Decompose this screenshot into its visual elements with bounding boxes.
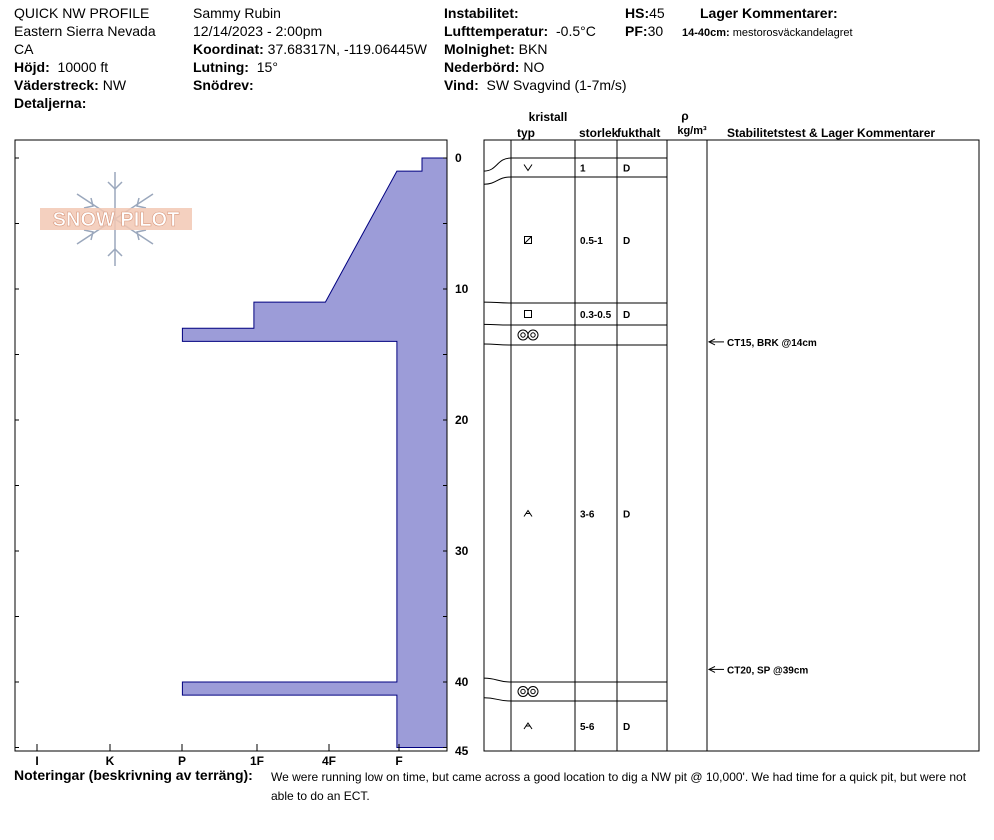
sky-value: BKN — [518, 41, 548, 57]
hardness-axis — [35, 744, 402, 768]
elevation-value: 10000 ft — [57, 59, 109, 75]
layer-moisture: D — [623, 310, 631, 321]
layer-moisture: D — [623, 509, 631, 521]
elevation-label: Höjd: — [14, 59, 50, 75]
slope-value: 15° — [256, 59, 278, 75]
stability-tests-group — [709, 338, 817, 677]
depth-hoar-icon — [524, 511, 532, 517]
test-label: CT20, SP @39cm — [727, 665, 809, 677]
column-header-type: typ — [517, 126, 535, 140]
depth-tick-label: 0 — [455, 151, 462, 165]
layer-moisture: D — [623, 722, 631, 733]
depth-tick-label: 30 — [455, 544, 469, 558]
depth-tick-label: 20 — [455, 413, 469, 427]
aspect-label: Väderstreck: — [14, 77, 99, 93]
melt-freeze-icon — [518, 687, 528, 697]
layer-size: 1 — [580, 163, 586, 175]
layer-moisture: D — [623, 163, 631, 175]
layer-connector — [484, 698, 511, 701]
melt-freeze-icon — [528, 330, 538, 340]
faceted-crystal-icon — [525, 311, 532, 318]
pf-value: 30 — [647, 23, 664, 39]
precip-value: NO — [523, 59, 545, 75]
pf-label: PF: — [625, 23, 648, 39]
layer-moisture: D — [623, 236, 631, 247]
depth-tick-label: 10 — [455, 282, 469, 296]
layer-connector — [484, 678, 511, 682]
layer-connector — [484, 344, 511, 345]
range-name: Eastern Sierra Nevada — [14, 23, 156, 39]
state-name: CA — [14, 41, 34, 57]
precip-label: Nederbörd: — [444, 59, 520, 75]
hardness-tick-label: 1F — [249, 754, 265, 768]
hs-value: 45 — [649, 5, 665, 21]
layer-comments-label: Lager Kommentarer: — [700, 5, 838, 21]
logo-text: SNOW PILOT — [52, 209, 180, 231]
column-header-density: kg/m³ — [677, 125, 707, 137]
coord-value: 37.68317N, -119.06445W — [267, 41, 427, 57]
airtemp-value: -0.5°C — [556, 23, 596, 39]
layer-connector — [484, 177, 511, 184]
hardness-tick-label: K — [105, 754, 115, 768]
layer-comment-range: 14-40cm: — [682, 27, 730, 39]
melt-freeze-icon-core — [531, 689, 535, 693]
drift-label: Snödrev: — [193, 77, 254, 93]
notes-text: We were running low on time, but came across a good location to dig a NW pit @ 10,000'. We had time for a quick pit, but were not able to do an ECT. — [271, 770, 967, 803]
layers-table-frame — [484, 140, 979, 751]
layer-size: 3-6 — [580, 509, 595, 521]
layer-connector — [484, 302, 511, 303]
hardness-tick-label: P — [177, 754, 187, 768]
sky-label: Molnighet: — [444, 41, 515, 57]
hardness-profile-area — [182, 158, 447, 748]
column-header-moisture: fukthalt — [617, 126, 661, 140]
column-header-stability: Stabilitetstest & Lager Kommentarer — [727, 126, 936, 140]
layer-size: 5-6 — [580, 722, 595, 733]
coord-label: Koordinat: — [193, 41, 264, 57]
melt-freeze-icon — [528, 687, 538, 697]
melt-freeze-icon — [518, 330, 528, 340]
surface-hoar-icon — [524, 165, 532, 171]
column-header-size: storlek — [579, 126, 619, 140]
layer-connector — [484, 324, 511, 325]
snow-pilot-logo — [40, 172, 192, 266]
profile-title: QUICK NW PROFILE — [14, 5, 150, 21]
hardness-tick-label: F — [395, 754, 403, 768]
details-label: Detaljerna: — [14, 95, 87, 111]
melt-freeze-icon-core — [521, 689, 525, 693]
column-header-crystal: kristall — [528, 110, 568, 124]
observation-datetime: 12/14/2023 - 2:00pm — [193, 23, 323, 39]
notes-label: Noteringar (beskrivning av terräng): — [14, 767, 253, 783]
depth-tick-label: 45 — [455, 744, 469, 758]
layer-comment-text: mestorosväckandelagret — [732, 27, 853, 39]
depth-hoar-icon — [524, 723, 532, 729]
wind-label: Vind: — [444, 77, 479, 93]
hs-label: HS: — [625, 5, 650, 21]
layer-size: 0.3-0.5 — [580, 310, 612, 321]
melt-freeze-icon-core — [531, 333, 535, 337]
layer-connector — [484, 158, 511, 171]
hardness-tick-label: 4F — [321, 754, 337, 768]
slope-label: Lutning: — [193, 59, 249, 75]
wind-value: SW Svagvind (1-7m/s) — [486, 77, 627, 93]
layer-size: 0.5-1 — [580, 236, 603, 247]
test-label: CT15, BRK @14cm — [727, 337, 817, 349]
layers-table-columns — [511, 140, 707, 751]
decomposed-crystal-slash — [525, 237, 532, 244]
instability-label: Instabilitet: — [444, 5, 519, 21]
melt-freeze-icon-core — [521, 333, 525, 337]
observer-name: Sammy Rubin — [193, 5, 281, 21]
column-header-rho: ρ — [681, 109, 689, 123]
airtemp-label: Lufttemperatur: — [444, 23, 549, 39]
hardness-tick-label: I — [35, 754, 39, 768]
aspect-value: NW — [102, 77, 127, 93]
depth-tick-label: 40 — [455, 675, 469, 689]
